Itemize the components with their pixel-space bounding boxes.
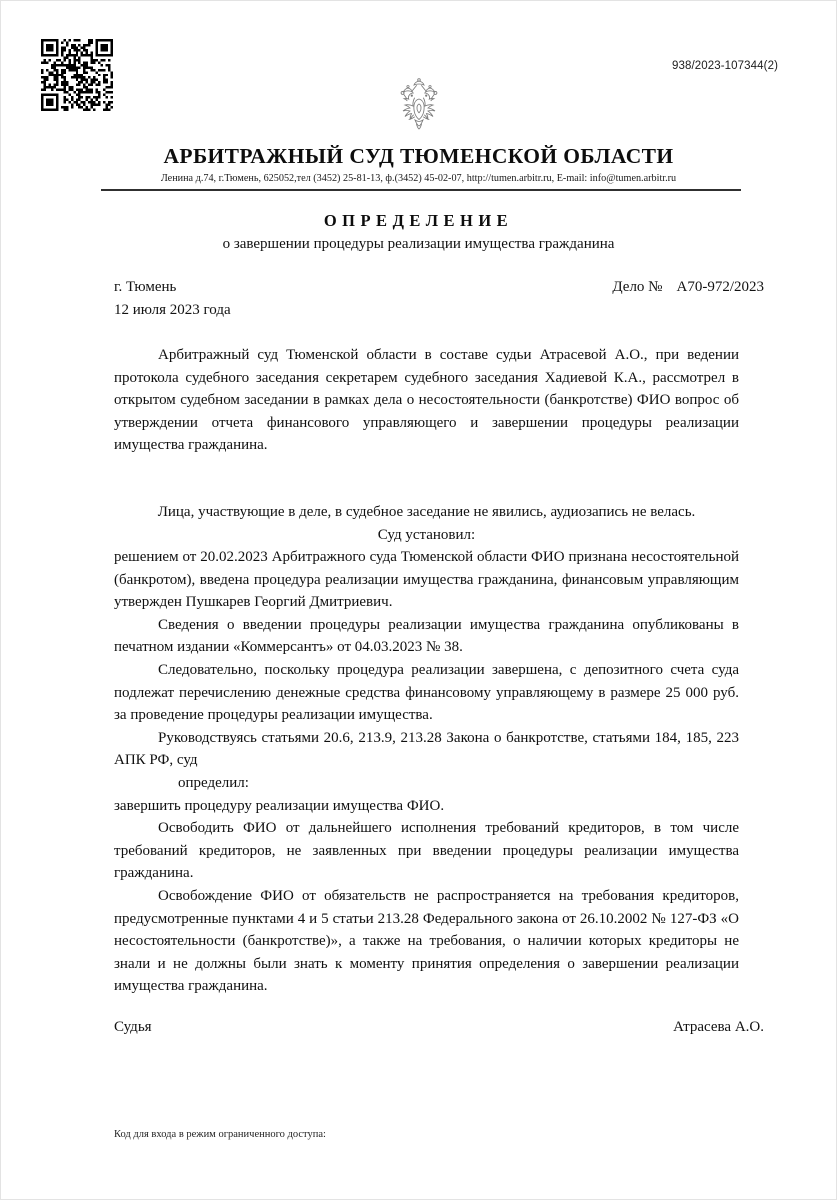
document-subtitle: о завершении процедуры реализации имущества гражданина [222,236,615,252]
ruling-paragraph-2: Освободить ФИО от дальнейшего исполнения требований кредиторов, в том числе требований кредиторов, не заявленных при введении процедуры реализации имущества гражданина. [114,820,739,882]
document-date: 12 июля 2023 года [114,302,231,318]
established-heading-block [114,524,739,547]
document-meta [114,276,764,322]
ruling-paragraph-3: Освобождение ФИО от обязательств не распространяется на требования кредиторов, предусмотренные пунктами 4 и 5 статьи 213.28 Федерального закона от 26.10.2002 № 127-ФЗ «О несостоятельности (банкротстве)», а также на требования, о наличии которых кредиторы не знали и не должны были знать к моменту принятия определения о завершении реализации имущества гражданина. [114,887,739,995]
ruled-heading: определил: [178,774,249,791]
decision-body-block [114,546,739,998]
coat-of-arms-emblem [1,77,836,141]
established-heading: Суд установил: [377,527,476,543]
signature-row [114,1019,764,1036]
access-code-note: Код для входа в режим ограниченного доступа: [114,1129,326,1140]
attendance-paragraph: Лица, участвующие в деле, в судебное заседание не явились, аудиозапись не велась. [157,504,696,520]
russian-coat-of-arms-icon [390,77,448,139]
decision-paragraph-4: Руководствуясь статьями 20.6, 213.9, 213.28 Закона о банкротстве, статьями 184, 185, 223 АПК РФ, суд [114,729,739,769]
document-number: 938/2023-107344(2) [671,60,778,72]
decision-paragraph-1: решением от 20.02.2023 Арбитражного суда Тюменской области ФИО признана несостоятельной (банкротом), введена процедура реализации имущества гражданина, финансовым управляющим утвержден Пушкарев Георгий Дмитриевич. [114,549,739,611]
court-address-line: Ленина д.74, г.Тюмень, 625052,тел (3452) 25-81-13, ф.(3452) 45-02-07, http://tumen.arbitr.ru, E-mail: info@tumen.arbitr.ru [160,173,677,184]
court-name-heading: АРБИТРАЖНЫЙ СУД ТЮМЕНСКОЙ ОБЛАСТИ [163,144,674,168]
case-number-block [612,276,764,299]
attendance-block [114,501,739,524]
case-number-label: Дело № [612,279,663,295]
case-number-value: А70-972/2023 [676,279,764,295]
header-divider-rule [101,189,741,191]
intro-paragraph-block [114,344,739,457]
ruling-paragraph-1: завершить процедуру реализации имущества ФИО. [114,797,445,814]
judge-name: Атрасева А.О. [673,1019,764,1035]
document-title: ОПРЕДЕЛЕНИЕ [323,211,514,230]
intro-paragraph: Арбитражный суд Тюменской области в составе судьи Атрасевой А.О., при ведении протокола судебного заседания секретарем судебного заседания Хадиевой К.А., рассмотрел в открытом судебном заседании в рамках дела о несостоятельности (банкротстве) ФИО вопрос об утверждении отчета финансового управляющего и завершении процедуры реализации имущества гражданина. [114,347,739,454]
judge-role-label: Судья [114,1019,152,1035]
decision-paragraph-3: Следовательно, поскольку процедура реализации завершена, с депозитного счета суда подлежат перечислению денежные средства финансовому управляющему в размере 25 000 руб. за проведение процедуры реализации имущества. [114,661,739,724]
decision-paragraph-2: Сведения о введении процедуры реализации имущества гражданина опубликованы в печатном издании «Коммерсантъ» от 04.03.2023 № 38. [114,616,739,656]
city-label: г. Тюмень [114,279,177,295]
